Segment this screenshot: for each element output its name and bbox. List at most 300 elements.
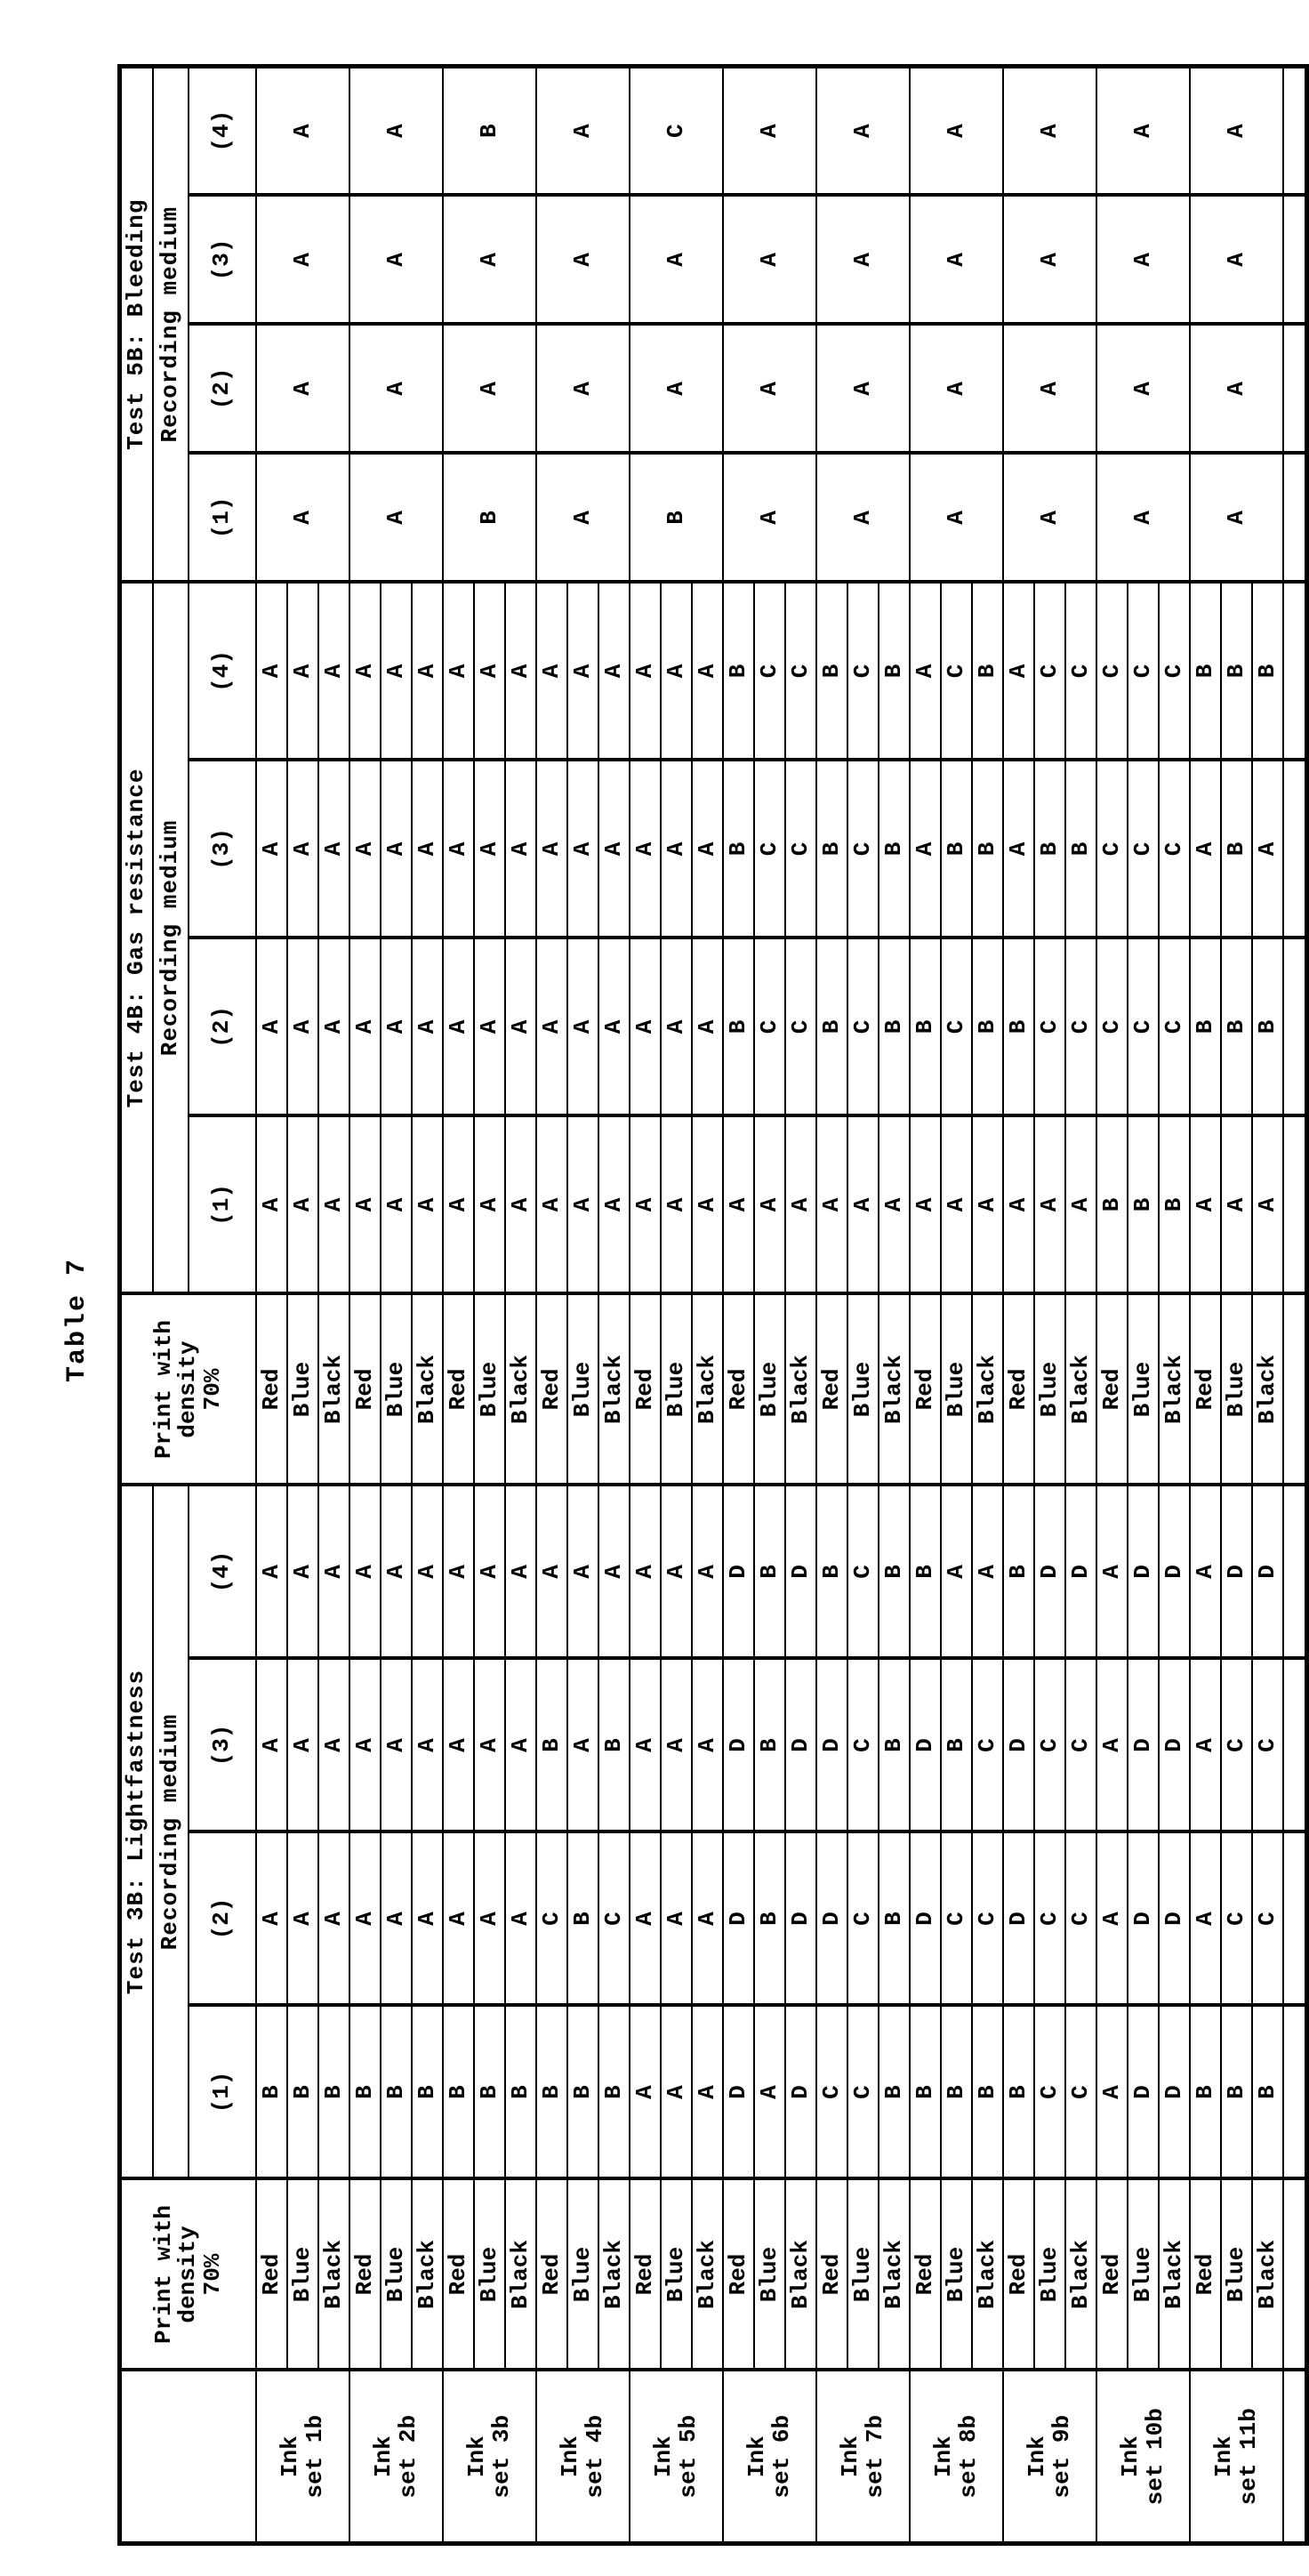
print-color-label: Red [256, 2179, 287, 2371]
grade-cell-3b-m4: A [972, 1485, 1003, 1658]
grade-cell-4b-m2: B [1221, 938, 1252, 1115]
grade-cell-3b-m2: A [287, 1832, 318, 2006]
print-color-label: Black [1159, 2179, 1190, 2371]
ink-row [1003, 66, 1034, 2543]
grade-cell-4b-m1: A [474, 1115, 505, 1293]
grade-cell-4b-m1: A [754, 1115, 785, 1293]
test-3b-medium-3: (3) [189, 1659, 256, 1832]
test-5b-medium-3: (3) [189, 195, 256, 324]
test-4b-medium-2: (2) [189, 938, 256, 1115]
ink-row [349, 66, 381, 2543]
grade-cell-3b-m3: A [505, 1659, 536, 1832]
grade-cell-4b-m3: A [567, 760, 598, 938]
grade-cell-3b-m4: A [505, 1485, 536, 1658]
grade-cell-4b-m4: C [1065, 582, 1096, 760]
grade-cell-4b-m3: A [1252, 760, 1283, 938]
print-color-label: Red [349, 2179, 381, 2371]
print-color-label: Blue [661, 2179, 692, 2371]
spacer-cell [1283, 2006, 1306, 2179]
grade-cell-4b-m2: B [972, 938, 1003, 1115]
grade-cell-3b-m4: A [318, 1485, 349, 1658]
grade-cell-3b-m4: A [598, 1485, 630, 1658]
print-color-label: Blue [754, 2179, 785, 2371]
ink-set-label: Ink set 8b [910, 2371, 1003, 2544]
grade-cell-4b-m4: A [318, 582, 349, 760]
print-color-label: Blue [381, 2179, 412, 2371]
grade-cell-4b-m1: A [1065, 1115, 1096, 1293]
grade-cell-3b-m3: C [1034, 1659, 1065, 1832]
grade-cell-4b-m3: C [754, 760, 785, 938]
spacer-cell [1283, 2179, 1306, 2371]
grade-cell-4b-m4: A [567, 582, 598, 760]
print-color-label: Red [349, 1293, 381, 1485]
ink-row [1190, 66, 1221, 2543]
grade-cell-4b-m1: A [847, 1115, 879, 1293]
ink-set-label: Ink set 10b [1096, 2371, 1190, 2544]
grade-cell-3b-m1: B [941, 2006, 972, 2179]
grade-cell-3b-m3: B [879, 1659, 910, 1832]
grade-cell-3b-m1: B [536, 2006, 567, 2179]
print-color-label: Black [879, 1293, 910, 1485]
grade-cell-3b-m2: B [754, 1832, 785, 2006]
print-density-header-2: Print with density 70% [120, 1293, 257, 1485]
grade-cell-4b-m2: B [723, 938, 754, 1115]
grade-cell-5b-m2: A [443, 324, 536, 453]
grade-cell-4b-m4: B [1252, 582, 1283, 760]
spacer-cell [1283, 1832, 1306, 2006]
grade-cell-3b-m1: A [1096, 2006, 1128, 2179]
grade-cell-4b-m1: A [598, 1115, 630, 1293]
ink-set-label: Ink set 1b [256, 2371, 349, 2544]
ink-set-label: Ink set 5b [630, 2371, 723, 2544]
grade-cell-5b-m3: A [723, 195, 816, 324]
grade-cell-3b-m4: D [1159, 1485, 1190, 1658]
grade-cell-3b-m3: A [661, 1659, 692, 1832]
grade-cell-5b-m1: A [1096, 453, 1190, 582]
print-color-label: Blue [567, 1293, 598, 1485]
grade-cell-3b-m4: A [287, 1485, 318, 1658]
print-color-label: Blue [287, 1293, 318, 1485]
grade-cell-3b-m1: C [1034, 2006, 1065, 2179]
grade-cell-4b-m2: B [1190, 938, 1221, 1115]
grade-cell-5b-m2: A [1190, 324, 1283, 453]
grade-cell-4b-m3: C [1096, 760, 1128, 938]
grade-cell-4b-m3: C [1159, 760, 1190, 938]
spacer-cell [1283, 324, 1306, 453]
grade-cell-4b-m4: A [381, 582, 412, 760]
grade-cell-4b-m4: A [910, 582, 941, 760]
grade-cell-4b-m3: A [536, 760, 567, 938]
grade-cell-4b-m3: A [910, 760, 941, 938]
grade-cell-3b-m3: A [630, 1659, 661, 1832]
grade-cell-4b-m2: A [630, 938, 661, 1115]
grade-cell-4b-m2: C [754, 938, 785, 1115]
spacer-cell [1283, 2371, 1306, 2544]
print-color-label: Black [879, 2179, 910, 2371]
print-color-label: Black [412, 2179, 443, 2371]
print-color-label: Black [785, 1293, 816, 1485]
print-color-label: Red [443, 1293, 474, 1485]
grade-cell-3b-m2: A [1096, 1832, 1128, 2006]
print-color-label: Black [1159, 1293, 1190, 1485]
grade-cell-4b-m1: A [941, 1115, 972, 1293]
grade-cell-4b-m3: B [723, 760, 754, 938]
grade-cell-3b-m1: D [1159, 2006, 1190, 2179]
test-4b-subtitle: Recording medium [153, 582, 189, 1293]
test-5b-subtitle: Recording medium [153, 66, 189, 582]
grade-cell-3b-m2: C [972, 1832, 1003, 2006]
grade-cell-4b-m3: C [785, 760, 816, 938]
grade-cell-4b-m1: A [816, 1115, 847, 1293]
grade-cell-3b-m3: A [443, 1659, 474, 1832]
spacer-cell [1283, 1293, 1306, 1485]
grade-cell-3b-m3: D [1128, 1659, 1159, 1832]
grade-cell-3b-m1: D [1128, 2006, 1159, 2179]
print-color-label: Red [536, 1293, 567, 1485]
grade-cell-3b-m3: D [816, 1659, 847, 1832]
grade-cell-3b-m1: B [598, 2006, 630, 2179]
grade-cell-3b-m4: A [941, 1485, 972, 1658]
grade-cell-3b-m2: A [412, 1832, 443, 2006]
grade-cell-3b-m1: B [879, 2006, 910, 2179]
grade-cell-5b-m2: A [723, 324, 816, 453]
grade-cell-4b-m2: A [443, 938, 474, 1115]
print-color-label: Red [1003, 2179, 1034, 2371]
grade-cell-4b-m3: A [287, 760, 318, 938]
test-4b-title: Test 4B: Gas resistance [120, 582, 154, 1293]
test-5b-medium-4: (4) [189, 66, 256, 195]
print-color-label: Red [630, 1293, 661, 1485]
grade-cell-3b-m1: B [1190, 2006, 1221, 2179]
grade-cell-4b-m4: B [879, 582, 910, 760]
grade-cell-4b-m2: A [598, 938, 630, 1115]
grade-cell-4b-m2: C [1096, 938, 1128, 1115]
grade-cell-5b-m3: A [1096, 195, 1190, 324]
grade-cell-3b-m1: B [318, 2006, 349, 2179]
print-color-label: Blue [1128, 2179, 1159, 2371]
grade-cell-3b-m3: A [349, 1659, 381, 1832]
grade-cell-3b-m3: D [785, 1659, 816, 1832]
grade-cell-3b-m1: B [443, 2006, 474, 2179]
grade-cell-4b-m3: B [879, 760, 910, 938]
grade-cell-3b-m2: D [1128, 1832, 1159, 2006]
grade-cell-3b-m4: B [816, 1485, 847, 1658]
grade-cell-4b-m3: A [381, 760, 412, 938]
grade-cell-3b-m1: B [567, 2006, 598, 2179]
grade-cell-4b-m2: C [1034, 938, 1065, 1115]
print-color-label: Black [505, 2179, 536, 2371]
grade-cell-3b-m3: C [972, 1659, 1003, 1832]
grade-cell-5b-m3: A [256, 195, 349, 324]
grade-cell-4b-m1: A [349, 1115, 381, 1293]
print-color-label: Red [723, 2179, 754, 2371]
grade-cell-3b-m2: C [1221, 1832, 1252, 2006]
rotated-table-area [62, 64, 1309, 2546]
grade-cell-5b-m3: A [816, 195, 910, 324]
ink-row [256, 66, 287, 2543]
grade-cell-4b-m4: C [785, 582, 816, 760]
grade-cell-3b-m2: B [567, 1832, 598, 2006]
grade-cell-3b-m4: D [1252, 1485, 1283, 1658]
grade-cell-3b-m4: A [661, 1485, 692, 1658]
grade-cell-4b-m1: A [879, 1115, 910, 1293]
grade-cell-5b-m2: A [349, 324, 443, 453]
grade-cell-4b-m4: C [754, 582, 785, 760]
grade-cell-4b-m4: B [972, 582, 1003, 760]
ink-set-label: Ink set 6b [723, 2371, 816, 2544]
grade-cell-3b-m3: A [318, 1659, 349, 1832]
grade-cell-3b-m4: D [1034, 1485, 1065, 1658]
print-color-label: Blue [287, 2179, 318, 2371]
grade-cell-3b-m1: B [381, 2006, 412, 2179]
spacer-cell [1283, 760, 1306, 938]
grade-cell-3b-m1: D [785, 2006, 816, 2179]
grade-cell-5b-m4: A [256, 66, 349, 195]
print-color-label: Blue [941, 1293, 972, 1485]
grade-cell-3b-m1: B [972, 2006, 1003, 2179]
grade-cell-4b-m1: B [1096, 1115, 1128, 1293]
grade-cell-3b-m4: A [381, 1485, 412, 1658]
grade-cell-4b-m2: A [474, 938, 505, 1115]
print-color-label: Red [816, 2179, 847, 2371]
grade-cell-3b-m3: D [1159, 1659, 1190, 1832]
grade-cell-3b-m4: D [1065, 1485, 1096, 1658]
grade-cell-4b-m4: A [349, 582, 381, 760]
grade-cell-4b-m2: A [692, 938, 723, 1115]
grade-cell-3b-m4: A [1190, 1485, 1221, 1658]
grade-cell-3b-m2: C [847, 1832, 879, 2006]
grade-cell-3b-m3: A [1190, 1659, 1221, 1832]
ink-row [1096, 66, 1128, 2543]
grade-cell-3b-m4: B [879, 1485, 910, 1658]
ink-set-label: Ink set 2b [349, 2371, 443, 2544]
grade-cell-4b-m2: B [1252, 938, 1283, 1115]
grade-cell-4b-m3: A [443, 760, 474, 938]
print-color-label: Black [412, 1293, 443, 1485]
grade-cell-3b-m3: B [598, 1659, 630, 1832]
print-color-label: Blue [1034, 1293, 1065, 1485]
print-color-label: Red [910, 1293, 941, 1485]
grade-cell-4b-m3: A [412, 760, 443, 938]
print-color-label: Blue [941, 2179, 972, 2371]
grade-cell-4b-m3: B [972, 760, 1003, 938]
grade-cell-4b-m4: A [287, 582, 318, 760]
grade-cell-4b-m2: C [1128, 938, 1159, 1115]
print-color-label: Blue [1128, 1293, 1159, 1485]
print-color-label: Blue [1221, 2179, 1252, 2371]
grade-cell-4b-m4: A [474, 582, 505, 760]
grade-cell-5b-m2: A [910, 324, 1003, 453]
grade-cell-3b-m1: B [1003, 2006, 1034, 2179]
print-color-label: Black [1252, 2179, 1283, 2371]
grade-cell-4b-m2: B [910, 938, 941, 1115]
grade-cell-4b-m1: B [1128, 1115, 1159, 1293]
grade-cell-4b-m3: A [630, 760, 661, 938]
grade-cell-5b-m1: A [256, 453, 349, 582]
grade-cell-4b-m2: A [567, 938, 598, 1115]
print-color-label: Red [1190, 1293, 1221, 1485]
grade-cell-5b-m2: A [1096, 324, 1190, 453]
grade-cell-3b-m1: B [505, 2006, 536, 2179]
grade-cell-4b-m3: B [816, 760, 847, 938]
grade-cell-4b-m1: A [505, 1115, 536, 1293]
grade-cell-4b-m4: A [443, 582, 474, 760]
bottom-spacer-row [1283, 66, 1306, 2543]
grade-cell-5b-m1: B [443, 453, 536, 582]
grade-cell-4b-m1: A [567, 1115, 598, 1293]
grade-cell-3b-m4: A [443, 1485, 474, 1658]
grade-cell-3b-m3: A [567, 1659, 598, 1832]
spacer-cell [1283, 938, 1306, 1115]
grade-cell-4b-m2: A [287, 938, 318, 1115]
grade-cell-4b-m2: C [1159, 938, 1190, 1115]
grade-cell-3b-m1: B [349, 2006, 381, 2179]
print-color-label: Black [972, 2179, 1003, 2371]
grade-cell-4b-m2: A [505, 938, 536, 1115]
grade-cell-3b-m3: B [754, 1659, 785, 1832]
test-4b-medium-1: (1) [189, 1115, 256, 1293]
grade-cell-4b-m3: A [474, 760, 505, 938]
grade-cell-4b-m1: A [692, 1115, 723, 1293]
print-color-label: Blue [1221, 1293, 1252, 1485]
grade-cell-4b-m1: A [256, 1115, 287, 1293]
grade-cell-4b-m2: A [536, 938, 567, 1115]
grade-cell-3b-m2: A [661, 1832, 692, 2006]
grade-cell-4b-m4: C [1128, 582, 1159, 760]
grade-cell-3b-m2: A [505, 1832, 536, 2006]
grade-cell-5b-m3: A [910, 195, 1003, 324]
grade-cell-4b-m3: A [318, 760, 349, 938]
ink-set-label: Ink set 4b [536, 2371, 630, 2544]
grade-cell-4b-m1: A [972, 1115, 1003, 1293]
print-color-label: Blue [567, 2179, 598, 2371]
print-color-label: Black [1065, 1293, 1096, 1485]
grade-cell-4b-m1: A [536, 1115, 567, 1293]
test-3b-medium-1: (1) [189, 2006, 256, 2179]
test-4b-medium-4: (4) [189, 582, 256, 760]
print-color-label: Red [723, 1293, 754, 1485]
grade-cell-5b-m1: A [349, 453, 443, 582]
grade-cell-4b-m3: B [941, 760, 972, 938]
test-3b-medium-4: (4) [189, 1485, 256, 1658]
print-color-label: Black [598, 1293, 630, 1485]
spacer-cell [1283, 1485, 1306, 1658]
grade-cell-3b-m1: A [661, 2006, 692, 2179]
grade-cell-3b-m3: A [692, 1659, 723, 1832]
grade-cell-5b-m1: B [630, 453, 723, 582]
test-5b-title: Test 5B: Bleeding [120, 66, 154, 582]
grade-cell-4b-m4: C [1034, 582, 1065, 760]
grade-cell-3b-m2: D [1159, 1832, 1190, 2006]
grade-cell-3b-m2: C [598, 1832, 630, 2006]
grade-cell-4b-m4: B [1221, 582, 1252, 760]
grade-cell-3b-m2: C [536, 1832, 567, 2006]
table-body [256, 66, 1306, 2543]
grade-cell-5b-m3: A [1003, 195, 1096, 324]
print-color-label: Black [598, 2179, 630, 2371]
grade-cell-4b-m3: A [692, 760, 723, 938]
grade-cell-3b-m2: C [1252, 1832, 1283, 2006]
grade-cell-3b-m4: D [1128, 1485, 1159, 1658]
print-color-label: Red [630, 2179, 661, 2371]
grade-cell-4b-m2: A [349, 938, 381, 1115]
print-color-label: Blue [661, 1293, 692, 1485]
grade-cell-4b-m1: A [1190, 1115, 1221, 1293]
grade-cell-4b-m2: A [256, 938, 287, 1115]
grade-cell-5b-m4: A [349, 66, 443, 195]
grade-cell-3b-m1: B [256, 2006, 287, 2179]
ink-set-label: Ink set 3b [443, 2371, 536, 2544]
grade-cell-3b-m1: D [723, 2006, 754, 2179]
grade-cell-4b-m3: A [505, 760, 536, 938]
print-color-label: Black [785, 2179, 816, 2371]
grade-cell-4b-m1: A [723, 1115, 754, 1293]
grade-cell-3b-m4: B [754, 1485, 785, 1658]
grade-cell-4b-m1: B [1159, 1115, 1190, 1293]
grade-cell-4b-m3: B [1034, 760, 1065, 938]
grade-cell-3b-m3: D [1003, 1659, 1034, 1832]
grade-cell-3b-m3: B [941, 1659, 972, 1832]
grade-cell-3b-m3: D [910, 1659, 941, 1832]
grade-cell-4b-m3: B [1065, 760, 1096, 938]
print-color-label: Red [910, 2179, 941, 2371]
grade-cell-5b-m4: B [443, 66, 536, 195]
spacer-cell [1283, 1659, 1306, 1832]
ink-set-label: Ink set 9b [1003, 2371, 1096, 2544]
grade-cell-3b-m4: A [412, 1485, 443, 1658]
grade-cell-3b-m3: C [1252, 1659, 1283, 1832]
grade-cell-5b-m1: A [910, 453, 1003, 582]
grade-cell-3b-m2: A [630, 1832, 661, 2006]
grade-cell-3b-m4: B [910, 1485, 941, 1658]
print-color-label: Black [972, 1293, 1003, 1485]
print-color-label: Black [1252, 1293, 1283, 1485]
print-color-label: Black [318, 1293, 349, 1485]
grade-cell-4b-m4: A [598, 582, 630, 760]
grade-cell-4b-m2: A [381, 938, 412, 1115]
print-color-label: Red [1096, 1293, 1128, 1485]
grade-cell-4b-m2: B [816, 938, 847, 1115]
print-color-label: Red [536, 2179, 567, 2371]
grade-cell-5b-m4: A [910, 66, 1003, 195]
grade-cell-3b-m1: B [1252, 2006, 1283, 2179]
grade-cell-3b-m2: C [941, 1832, 972, 2006]
grade-cell-4b-m3: A [598, 760, 630, 938]
grade-cell-3b-m4: A [474, 1485, 505, 1658]
print-color-label: Black [505, 1293, 536, 1485]
grade-cell-3b-m1: A [692, 2006, 723, 2179]
grade-cell-5b-m2: A [1003, 324, 1096, 453]
grade-cell-5b-m1: A [723, 453, 816, 582]
grade-cell-5b-m1: A [1190, 453, 1283, 582]
print-color-label: Red [1096, 2179, 1128, 2371]
spacer-cell [1283, 195, 1306, 324]
grade-cell-3b-m3: C [1221, 1659, 1252, 1832]
grade-cell-4b-m4: C [941, 582, 972, 760]
grade-cell-4b-m4: A [256, 582, 287, 760]
grade-cell-3b-m1: B [910, 2006, 941, 2179]
grade-cell-3b-m1: B [412, 2006, 443, 2179]
grade-cell-5b-m1: A [1003, 453, 1096, 582]
grade-cell-4b-m1: A [443, 1115, 474, 1293]
grade-cell-5b-m2: A [256, 324, 349, 453]
grade-cell-3b-m2: A [256, 1832, 287, 2006]
grade-cell-3b-m4: D [1221, 1485, 1252, 1658]
grade-cell-4b-m4: A [1003, 582, 1034, 760]
grade-cell-3b-m2: C [1034, 1832, 1065, 2006]
grade-cell-5b-m3: A [536, 195, 630, 324]
grade-cell-3b-m3: A [256, 1659, 287, 1832]
